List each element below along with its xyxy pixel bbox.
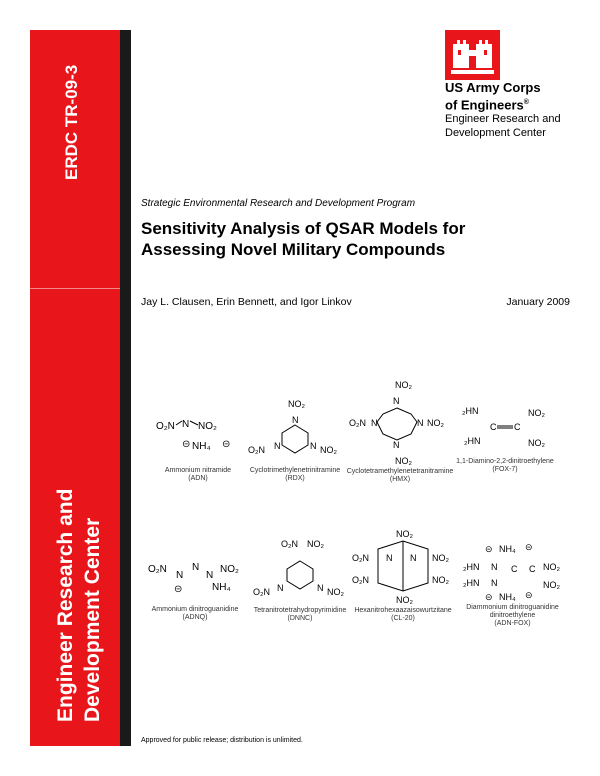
compound-dnnc bbox=[245, 535, 355, 623]
svg-text:C: C bbox=[511, 564, 518, 574]
svg-text:NO₂: NO₂ bbox=[543, 580, 560, 590]
svg-text:N: N bbox=[491, 562, 498, 572]
svg-text:C: C bbox=[490, 422, 497, 432]
svg-text:₂HN: ₂HN bbox=[462, 406, 479, 416]
org-line-4: Development Center bbox=[445, 127, 546, 140]
svg-text:N: N bbox=[393, 396, 400, 406]
svg-text:N: N bbox=[386, 553, 393, 563]
cl20-structure-image bbox=[348, 527, 458, 605]
fox7-caption-line-2: (FOX-7) bbox=[492, 466, 518, 473]
svg-text:NO₂: NO₂ bbox=[528, 408, 545, 418]
cl20-caption-line-2: (CL-20) bbox=[391, 615, 415, 622]
svg-text:NO₂: NO₂ bbox=[327, 587, 344, 597]
registered-mark: ® bbox=[523, 99, 529, 106]
cl20-caption-line-1: Hexanitrohexaazaisowurtzitane bbox=[354, 607, 452, 614]
svg-text:O₂N: O₂N bbox=[248, 445, 265, 455]
svg-text:NH₄: NH₄ bbox=[499, 592, 516, 602]
sidebar-divider bbox=[30, 288, 120, 289]
rdx-caption-line-1: Cyclotrimethylenetrinitramine bbox=[249, 467, 341, 474]
svg-text:NO₂: NO₂ bbox=[220, 564, 239, 575]
svg-text:NO₂: NO₂ bbox=[320, 445, 337, 455]
rdx-structure-image bbox=[240, 395, 350, 465]
adn-fox-caption-line-3: (ADN-FOX) bbox=[494, 620, 531, 627]
compound-adn bbox=[148, 405, 248, 483]
svg-text:NO₂: NO₂ bbox=[396, 529, 413, 539]
svg-text:N: N bbox=[182, 419, 190, 430]
svg-text:NO₂: NO₂ bbox=[395, 456, 412, 466]
svg-text:⊝: ⊝ bbox=[182, 439, 191, 450]
svg-text:NH₄: NH₄ bbox=[212, 582, 231, 593]
adn-fox-structure-image bbox=[455, 540, 570, 602]
adn-structure-image bbox=[148, 405, 248, 465]
svg-text:N: N bbox=[310, 441, 317, 451]
svg-text:⊝: ⊝ bbox=[525, 590, 533, 600]
program-name: Strategic Environmental Research and Development Program bbox=[141, 198, 416, 209]
svg-text:O₂N: O₂N bbox=[156, 421, 175, 432]
svg-text:O₂N: O₂N bbox=[352, 553, 369, 563]
svg-text:NH₄: NH₄ bbox=[499, 544, 516, 554]
distribution-statement: Approved for public release; distribution is unlimited. bbox=[141, 737, 303, 744]
rdx-caption bbox=[240, 467, 350, 483]
compound-adn-fox bbox=[455, 540, 570, 628]
hmx-structure-image bbox=[345, 378, 455, 466]
hmx-caption bbox=[345, 468, 455, 484]
svg-text:N: N bbox=[371, 418, 378, 428]
svg-text:C: C bbox=[529, 564, 536, 574]
svg-text:N: N bbox=[393, 440, 400, 450]
svg-text:O₂N: O₂N bbox=[148, 564, 167, 575]
svg-text:N: N bbox=[491, 578, 498, 588]
svg-text:NO₂: NO₂ bbox=[198, 421, 217, 432]
svg-text:O₂N: O₂N bbox=[352, 575, 369, 585]
black-stripe bbox=[120, 30, 131, 746]
compound-rdx bbox=[240, 395, 350, 483]
svg-text:₂HN: ₂HN bbox=[463, 562, 480, 572]
dnnc-caption bbox=[245, 607, 355, 623]
svg-text:N: N bbox=[206, 570, 214, 581]
rdx-caption-line-2: (RDX) bbox=[285, 475, 305, 482]
cl20-caption bbox=[348, 607, 458, 623]
svg-text:NO₂: NO₂ bbox=[427, 418, 444, 428]
svg-text:N: N bbox=[410, 553, 417, 563]
svg-text:NH₄: NH₄ bbox=[192, 441, 211, 452]
report-title bbox=[141, 218, 581, 260]
svg-text:NO₂: NO₂ bbox=[396, 595, 413, 605]
authors: Jay L. Clausen, Erin Bennett, and Igor Linkov bbox=[141, 296, 352, 308]
adn-caption-line-1: Ammonium nitramide bbox=[164, 467, 232, 474]
svg-text:⊝: ⊝ bbox=[222, 439, 231, 450]
svg-text:⊝: ⊝ bbox=[174, 584, 183, 595]
svg-text:NO₂: NO₂ bbox=[307, 539, 324, 549]
svg-text:NO₂: NO₂ bbox=[432, 553, 449, 563]
usace-castle-logo bbox=[445, 30, 500, 80]
svg-text:N: N bbox=[417, 418, 424, 428]
fox7-structure-image bbox=[450, 400, 560, 456]
svg-text:₂HN: ₂HN bbox=[463, 578, 480, 588]
title-line-1: Sensitivity Analysis of QSAR Models for bbox=[141, 219, 466, 238]
dnnc-caption-line-2: (DNNC) bbox=[287, 615, 313, 622]
svg-text:⊝: ⊝ bbox=[525, 542, 533, 552]
svg-text:N: N bbox=[176, 570, 184, 581]
org-line-2 bbox=[445, 95, 561, 112]
adn-fox-caption bbox=[455, 604, 570, 628]
svg-text:⊝: ⊝ bbox=[485, 592, 493, 602]
organization-block bbox=[445, 80, 561, 140]
dnnc-caption-line-1: Tetranitrotetrahydropyrimidine bbox=[253, 607, 347, 614]
svg-text:⊝: ⊝ bbox=[485, 544, 493, 554]
svg-text:O₂N: O₂N bbox=[253, 587, 270, 597]
org-line-3: Engineer Research and bbox=[445, 113, 561, 126]
svg-text:NO₂: NO₂ bbox=[395, 380, 412, 390]
hmx-caption-line-2: (HMX) bbox=[389, 476, 411, 483]
compound-fox7 bbox=[450, 400, 560, 474]
svg-text:N: N bbox=[292, 415, 299, 425]
org-line-1: US Army Corps bbox=[445, 80, 541, 95]
adnq-caption-line-1: Ammonium dinitroguanidine bbox=[151, 606, 239, 613]
svg-text:N: N bbox=[274, 441, 281, 451]
center-name bbox=[52, 489, 106, 722]
report-number: ERDC TR-09-3 bbox=[62, 64, 81, 180]
svg-text:N: N bbox=[317, 583, 324, 593]
svg-text:N: N bbox=[277, 583, 284, 593]
svg-text:₂HN: ₂HN bbox=[464, 436, 481, 446]
adn-caption bbox=[148, 467, 248, 483]
fox7-caption-line-1: 1,1-Diamino-2,2-dinitroethylene bbox=[456, 458, 554, 465]
org-line-2-text: of Engineers bbox=[445, 97, 524, 113]
adnq-caption-line-2: (ADNQ) bbox=[182, 614, 208, 621]
center-name-line-1: Engineer Research and bbox=[54, 488, 77, 722]
adn-fox-caption-line-2: dinitroethylene bbox=[489, 612, 536, 619]
svg-text:O₂N: O₂N bbox=[281, 539, 298, 549]
adn-caption-line-2: (ADN) bbox=[188, 475, 208, 482]
compound-adnq bbox=[140, 548, 250, 622]
compound-cl20 bbox=[348, 527, 458, 623]
adnq-caption bbox=[140, 606, 250, 622]
svg-text:O₂N: O₂N bbox=[349, 418, 366, 428]
center-name-line-2: Development Center bbox=[81, 517, 104, 722]
adnq-structure-image bbox=[140, 548, 250, 604]
svg-text:NO₂: NO₂ bbox=[432, 575, 449, 585]
dnnc-structure-image bbox=[245, 535, 355, 605]
svg-text:NO₂: NO₂ bbox=[543, 562, 560, 572]
svg-text:NO₂: NO₂ bbox=[528, 438, 545, 448]
adn-fox-caption-line-1: Diammonium dinitroguanidine bbox=[466, 604, 559, 611]
publication-date: January 2009 bbox=[506, 296, 570, 308]
svg-text:C: C bbox=[514, 422, 521, 432]
hmx-caption-line-1: Cyclotetramethylenetetranitramine bbox=[346, 468, 454, 475]
compound-hmx bbox=[345, 378, 455, 484]
svg-text:NO₂: NO₂ bbox=[288, 399, 305, 409]
title-line-2: Assessing Novel Military Compounds bbox=[141, 240, 446, 259]
fox7-caption bbox=[450, 458, 560, 474]
svg-text:N: N bbox=[192, 562, 200, 573]
